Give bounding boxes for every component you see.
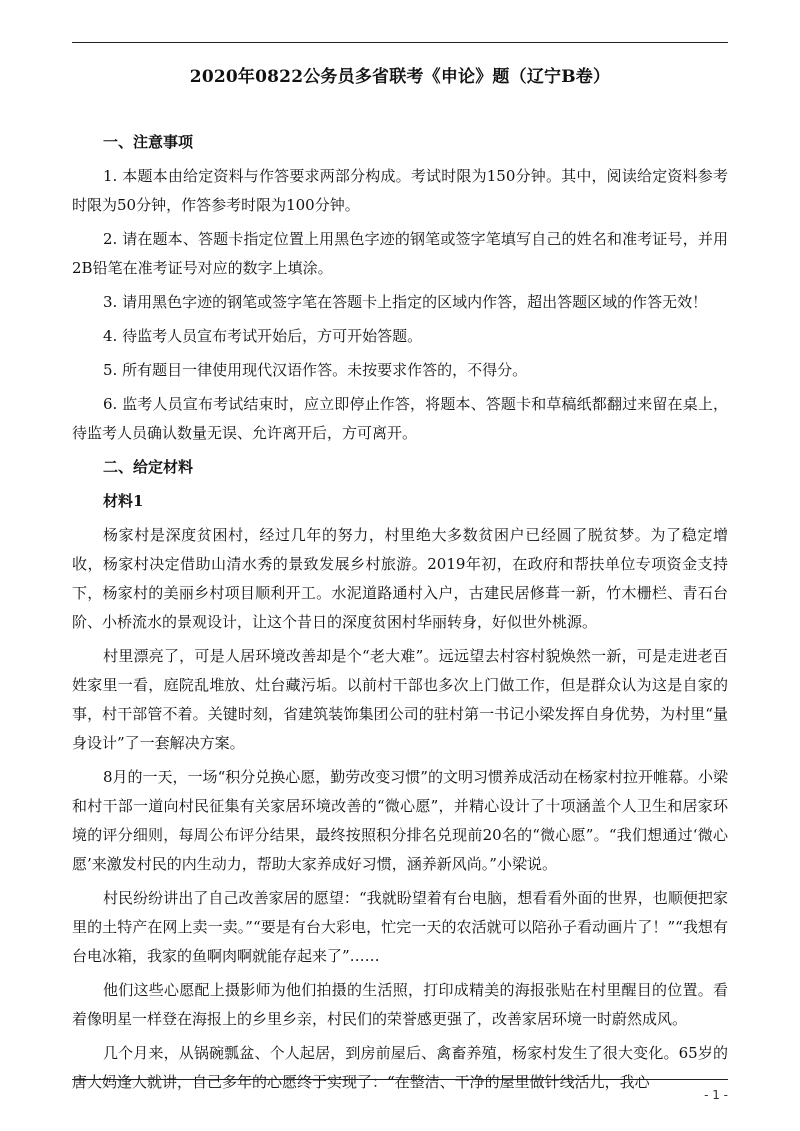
material-paragraph: 村民纷纷讲出了自己改善家居的愿望：“我就盼望着有台电脑，想看看外面的世界，也顺便把家里的土特产在网上卖一卖。”“要是有台大彩电，忙完一天的农活就可以陪孙子看动画片了！”“我想有台电冰箱，我家的鱼啊肉啊就能存起来了”……: [72, 889, 728, 965]
header-rule: [72, 42, 728, 43]
page-number: - 1 -: [704, 1088, 728, 1102]
document-body: [72, 128, 728, 1102]
material-paragraph: 他们这些心愿配上摄影师为他们拍摄的生活照，打印成精美的海报张贴在村里醒目的位置。看着像明星一样登在海报上的乡里乡亲，村民们的荣誉感更强了，改善家居环境一时蔚然成风。: [72, 981, 728, 1028]
material-paragraph: 杨家村是深度贫困村，经过几年的努力，村里绝大多数贫困户已经圆了脱贫梦。为了稳定增收，杨家村决定借助山清水秀的景致发展乡村旅游。2019年初，在政府和帮扶单位专项资金支持下，杨家村的美丽乡村项目顺利开工。水泥道路通村入户，古建民居修葺一新，竹木栅栏、青石台阶、小桥流水的景观设计，让这个昔日的深度贫困村华丽转身，好似世外桃源。: [72, 526, 728, 631]
section-heading-notes: 一、注意事项: [103, 133, 194, 151]
material-paragraph: 几个月来，从锅碗瓢盆、个人起居，到房前屋后、禽畜养殖，杨家村发生了很大变化。65岁的唐大妈逢人就讲，自己多年的心愿终于实现了：“在整洁、干净的屋里做针线活儿，我心: [72, 1044, 728, 1091]
material-subheading: 材料1: [103, 492, 144, 510]
notice-item: 2. 请在题本、答题卡指定位置上用黑色字迹的钢笔或签字笔填写自己的姓名和准考证号，并用2B铅笔在准考证号对应的数字上填涂。: [72, 230, 728, 277]
notice-item: 4. 待监考人员宣布考试开始后，方可开始答题。: [103, 327, 423, 345]
section-heading-materials: 二、给定材料: [103, 458, 194, 476]
notice-item: 6. 监考人员宣布考试结束时，应立即停止作答，将题本、答题卡和草稿纸都翻过来留在桌上，待监考人员确认数量无误、允许离开后，方可离开。: [72, 395, 728, 442]
notice-item: 3. 请用黑色字迹的钢笔或签字笔在答题卡上指定的区域内作答，超出答题区域的作答无效！: [103, 293, 708, 311]
footer-rule: [72, 1079, 728, 1080]
material-paragraph: 8月的一天，一场“积分兑换心愿，勤劳改变习惯”的文明习惯养成活动在杨家村拉开帷幕。小梁和村干部一道向村民征集有关家居环境改善的“微心愿”，并精心设计了十项涵盖个人卫生和居家环境的评分细则，每周公布评分结果，最终按照积分排名兑现前20名的“微心愿”。“我们想通过‘微心愿’来激发村民的内生动力，帮助大家养成好习惯，涵养新风尚。”小梁说。: [72, 768, 728, 873]
material-paragraph: 村里漂亮了，可是人居环境改善却是个“老大难”。远远望去村容村貌焕然一新，可是走进老百姓家里一看，庭院乱堆放、灶台藏污垢。以前村干部也多次上门做工作，但是群众认为这是自家的事，村干部管不着。关键时刻，省建筑装饰集团公司的驻村第一书记小梁发挥自身优势，为村里“量身设计”了一套解决方案。: [72, 647, 728, 752]
notice-item: 5. 所有题目一律使用现代汉语作答。未按要求作答的，不得分。: [103, 361, 528, 379]
notice-item: 1. 本题本由给定资料与作答要求两部分构成。考试时限为150分钟。其中，阅读给定资料参考时限为50分钟，作答参考时限为100分钟。: [72, 167, 728, 214]
document-title: 2020年0822公务员多省联考《申论》题（辽宁B卷）: [189, 67, 611, 87]
